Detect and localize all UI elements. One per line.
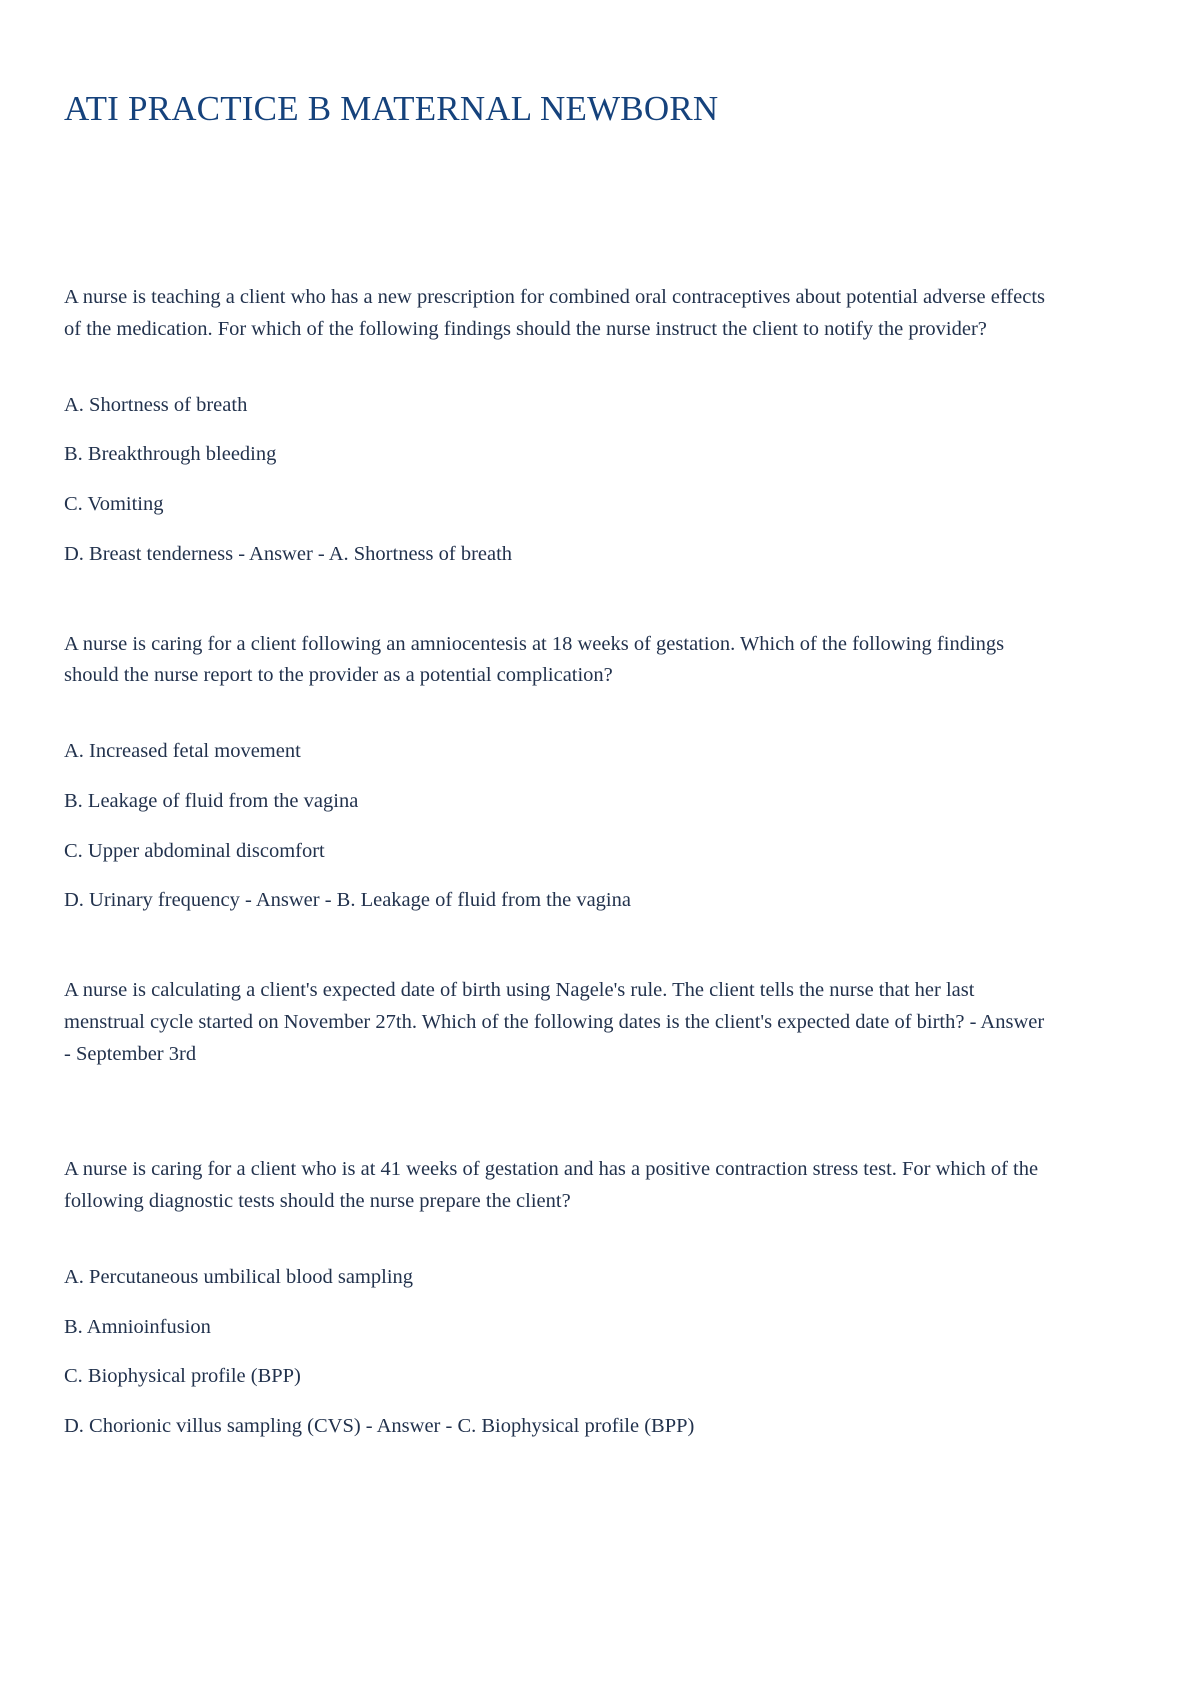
question-block — [64, 975, 1095, 1070]
answer-option[interactable]: A. Increased fetal movement — [64, 740, 301, 763]
answer-option[interactable]: A. Percutaneous umbilical blood sampling — [64, 1265, 414, 1288]
question-stem: A nurse is calculating a client's expected date of birth using Nagele's rule. The client tells the nurse that her last menstrual cycle started on November 27th. Which of the following dates is the client's expected date of birth? - Answer - September 3rd — [64, 979, 1045, 1065]
answer-option[interactable]: D. Urinary frequency - Answer - B. Leakage of fluid from the vagina — [64, 889, 631, 912]
answer-option[interactable]: D. Chorionic villus sampling (CVS) - Answer - C. Biophysical profile (BPP) — [64, 1415, 695, 1438]
answer-option[interactable]: B. Amnioinfusion — [64, 1315, 211, 1338]
answer-option[interactable]: D. Breast tenderness - Answer - A. Shortness of breath — [64, 542, 513, 565]
block-gap — [64, 589, 1095, 629]
page-title: ATI PRACTICE B MATERNAL NEWBORN — [64, 89, 719, 128]
block-gap — [64, 935, 1095, 975]
question-block — [64, 282, 1095, 570]
question-stem: A nurse is caring for a client who is at 41 weeks of gestation and has a positive contraction stress test. For which of the following diagnostic tests should the nurse prepare the client? — [64, 1158, 1039, 1213]
block-gap — [64, 1086, 1095, 1126]
answer-option[interactable]: B. Leakage of fluid from the vagina — [64, 789, 359, 812]
answer-option[interactable]: A. Shortness of breath — [64, 393, 248, 416]
title-spacer — [64, 130, 1095, 282]
answer-option[interactable]: C. Upper abdominal discomfort — [64, 839, 325, 862]
question-stem: A nurse is teaching a client who has a new prescription for combined oral contraceptives about potential adverse effects of the medication. For which of the following findings should the nurse instruct the client to notify the provider? — [64, 286, 1045, 340]
answer-option[interactable]: B. Breakthrough bleeding — [64, 443, 277, 466]
answer-option[interactable]: C. Vomiting — [64, 493, 164, 516]
question-stem: A nurse is caring for a client following an amniocentesis at 18 weeks of gestation. Which of the following findings should the nurse report to the provider as a potential complication? — [64, 632, 1005, 687]
block-gap — [64, 1126, 1095, 1154]
question-block — [64, 1154, 1095, 1442]
question-block — [64, 629, 1095, 917]
answer-option[interactable]: C. Biophysical profile (BPP) — [64, 1365, 301, 1388]
